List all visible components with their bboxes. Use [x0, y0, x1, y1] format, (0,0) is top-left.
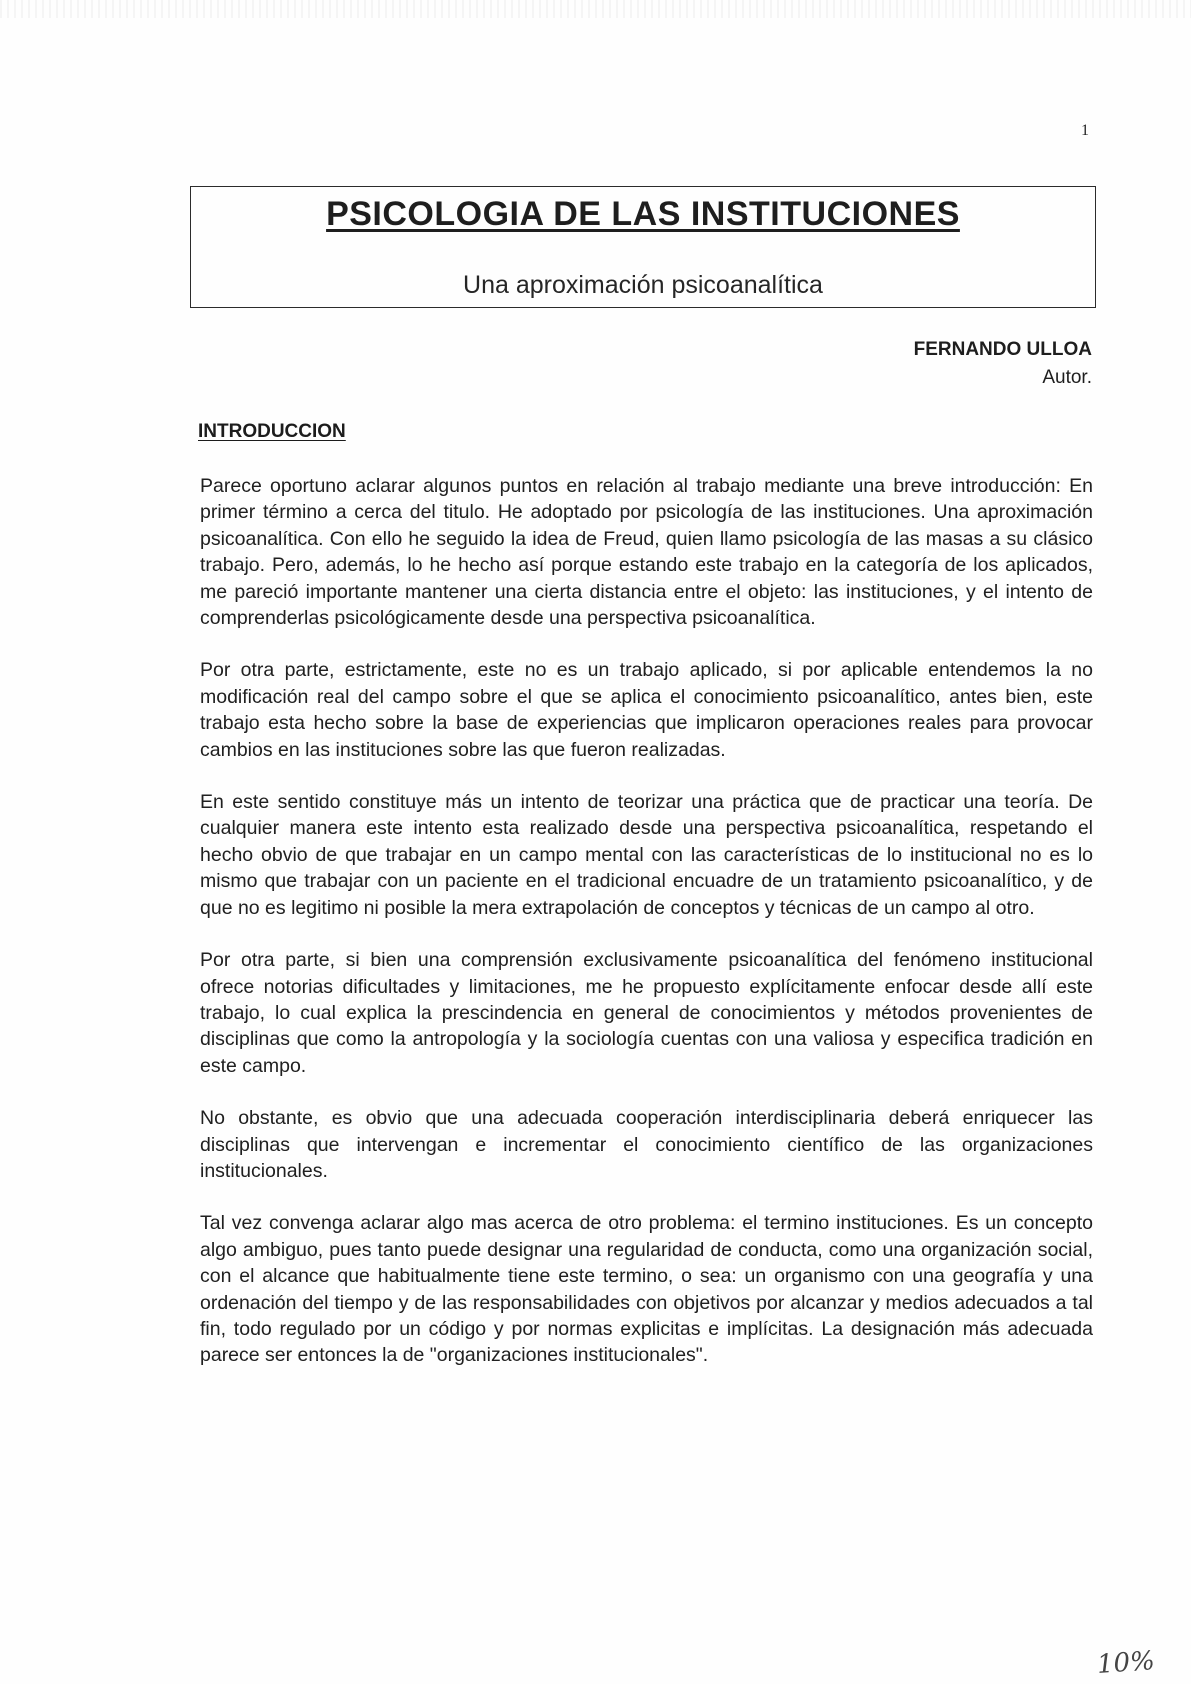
paragraph: En este sentido constituye más un intento de teorizar una práctica que de practicar una teoría. De cualquier manera este intento esta realizado desde una perspectiva psicoanalítica, respetando el hecho obvio de que trabajar en un campo mental con las características de lo institucional no es lo mismo que trabajar con un paciente en el tradicional encuadre de un tratamiento psicoanalítico, y de que no es legitimo ni posible la mera extrapolación de conceptos y técnicas de un campo al otro.	[200, 791, 1093, 919]
page-number: 1	[1081, 122, 1089, 139]
author-role: Autor.	[1042, 367, 1092, 388]
title-box	[190, 186, 1096, 308]
paragraph: Tal vez convenga aclarar algo mas acerca de otro problema: el termino instituciones. Es un concepto algo ambiguo, pues tanto puede designar una regularidad de conducta, como una organización social, con el alcance que habitualmente tiene este termino, o sea: un organismo con una geografía y una ordenación del tiempo y de las responsabilidades con objetivos por alcanzar y medios adecuados a tal fin, todo regulado por un código y por normas explicitas e implícitas. La designación más adecuada parece ser entonces la de "organizaciones institucionales".	[200, 1212, 1093, 1367]
handwritten-mark: 10%	[1096, 1646, 1156, 1680]
document-title: PSICOLOGIA DE LAS INSTITUCIONES	[326, 195, 960, 233]
author-block	[600, 336, 1092, 392]
author-name: FERNANDO ULLOA	[913, 339, 1092, 360]
scan-artifact	[0, 0, 1191, 18]
document-subtitle: Una aproximación psicoanalítica	[463, 271, 823, 299]
paragraph: No obstante, es obvio que una adecuada cooperación interdisciplinaria deberá enriquecer las disciplinas que intervengan e incrementar el conocimiento científico de las organizaciones institucionales.	[200, 1107, 1093, 1182]
paragraph: Parece oportuno aclarar algunos puntos en relación al trabajo mediante una breve introducción: En primer término a cerca del titulo. He adoptado por psicología de las instituciones. Una aproximación psicoanalítica. Con ello he seguido la idea de Freud, quien llamo psicología de las masas a su clásico trabajo. Pero, además, lo he hecho así porque estando este trabajo en la categoría de los aplicados, me pareció importante mantener una cierta distancia entre el objeto: las instituciones, y el intento de comprenderlas psicológicamente desde una perspectiva psicoanalítica.	[200, 475, 1093, 630]
paragraph: Por otra parte, si bien una comprensión exclusivamente psicoanalítica del fenómeno institucional ofrece notorias dificultades y limitaciones, me he propuesto explícitamente enfocar desde allí este trabajo, lo cual explica la prescindencia en general de conocimientos y métodos provenientes de disciplinas que como la antropología y la sociología cuentas con una valiosa y especifica tradición en este campo.	[200, 949, 1093, 1077]
body-text	[200, 473, 1093, 1395]
paragraph: Por otra parte, estrictamente, este no es un trabajo aplicado, si por aplicable entendemos la no modificación real del campo sobre el que se aplica el conocimiento psicoanalítico, antes bien, este trabajo esta hecho sobre la base de experiencias que implicaron operaciones reales para provocar cambios en las instituciones sobre las que fueron realizadas.	[200, 659, 1093, 761]
section-heading: INTRODUCCION	[198, 421, 346, 442]
